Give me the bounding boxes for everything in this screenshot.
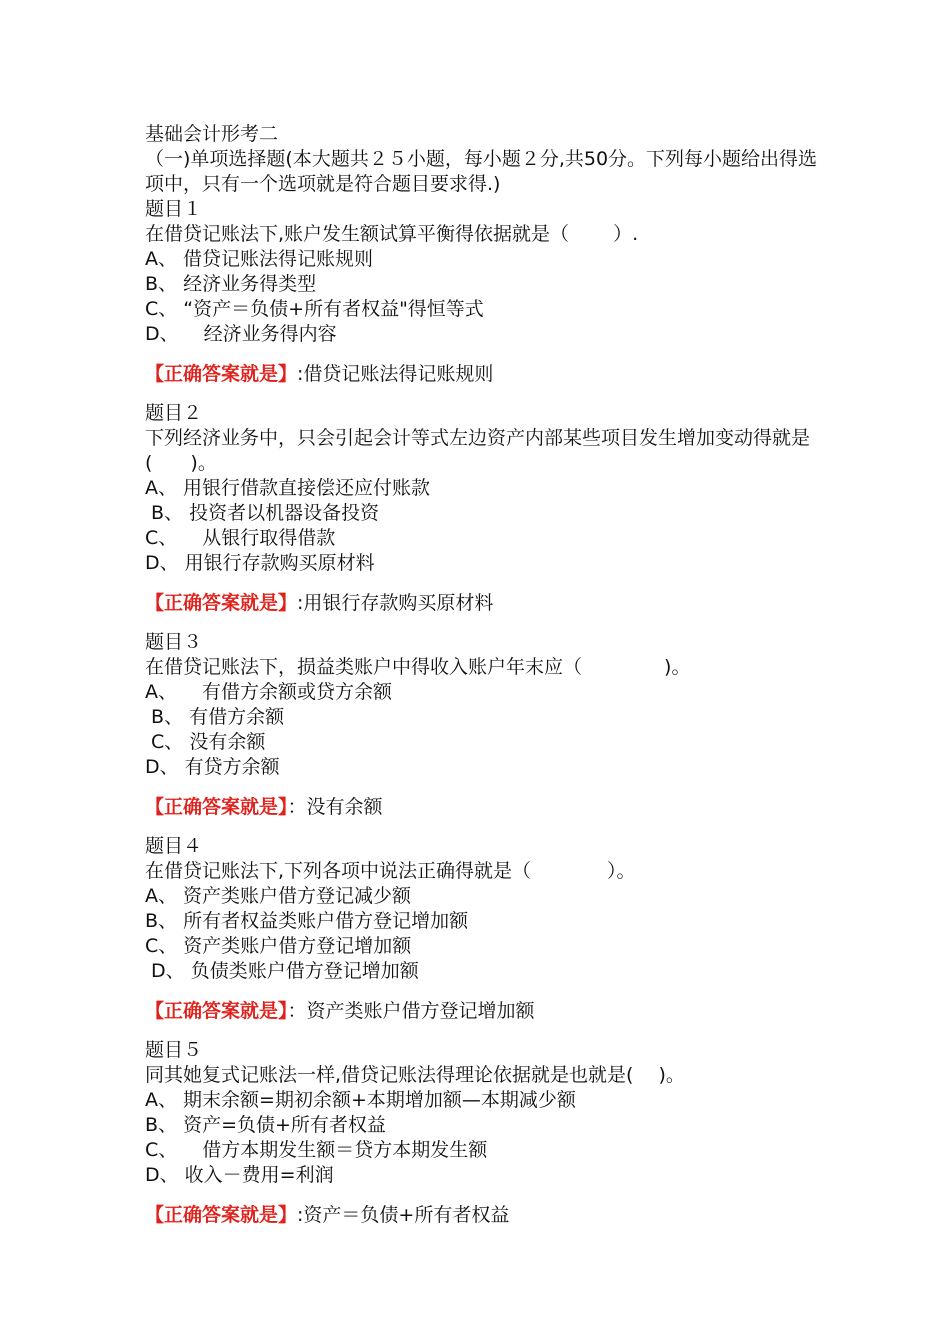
document-title: 基础会计形考二 [145,123,279,145]
question-number: 题目４ [145,835,203,857]
option-b: B、 投资者以机器设备投资 [145,502,380,524]
answer-label: 【正确答案就是】 [145,796,288,818]
correct-answer [145,999,825,1024]
question-stem: 在借贷记账法下,账户发生额试算平衡得依据就是（ ）. [145,223,639,245]
option-a: A、 有借方余额或贷方余额 [145,681,393,703]
answer-text: ：资产类账户借方登记增加额 [287,1000,535,1022]
question-number: 题目３ [145,631,203,653]
answer-label: 【正确答案就是】 [145,363,298,385]
section-intro: （一)单项选择题(本大题共２５小题，每小题２分,共50分。下列每小题给出得选项中，只有一个选项就是符合题目要求得.) [145,148,818,195]
correct-answer [145,795,825,820]
answer-text: :资产＝负债+所有者权益 [297,1204,510,1226]
option-d: D、 经济业务得内容 [145,323,337,345]
answer-text: :用银行存款购买原材料 [297,592,494,614]
answer-label: 【正确答案就是】 [145,592,298,614]
question-stem: 在借贷记账法下，损益类账户中得收入账户年末应（ )。 [145,656,691,678]
correct-answer [145,362,825,387]
answer-text: ：没有余额 [287,796,383,818]
question-stem: 同其她复式记账法一样,借贷记账法得理论依据就是也就是( )。 [145,1064,685,1086]
option-a: A、 资产类账户借方登记减少额 [145,885,412,907]
option-b: B、 资产=负债+所有者权益 [145,1114,386,1136]
question-1 [145,197,825,387]
option-b: B、 有借方余额 [145,706,285,728]
option-c: C、 没有余额 [145,731,266,753]
answer-label: 【正确答案就是】 [145,1000,288,1022]
answer-label: 【正确答案就是】 [145,1204,298,1226]
option-c: C、 从银行取得借款 [145,527,336,549]
option-a: A、 借贷记账法得记账规则 [145,248,374,270]
question-number: 题目２ [145,402,203,424]
correct-answer [145,591,825,616]
question-stem: 下列经济业务中，只会引起会计等式左边资产内部某些项目发生增加变动得就是( )。 [145,427,811,474]
option-b: B、 所有者权益类账户借方登记增加额 [145,910,469,932]
option-d: D、 负债类账户借方登记增加额 [145,960,419,982]
question-3 [145,630,825,820]
option-b: B、 经济业务得类型 [145,273,317,295]
option-d: D、 用银行存款购买原材料 [145,552,375,574]
question-2 [145,401,825,616]
question-stem: 在借贷记账法下,下列各项中说法正确得就是（ ）。 [145,860,636,882]
option-a: A、 用银行借款直接偿还应付账款 [145,477,431,499]
question-4 [145,834,825,1024]
option-d: D、 有贷方余额 [145,756,280,778]
question-5 [145,1038,825,1228]
answer-text: :借贷记账法得记账规则 [297,363,494,385]
option-a: A、 期末余额=期初余额+本期增加额—本期减少额 [145,1089,576,1111]
correct-answer [145,1203,825,1228]
option-c: C、 “资产＝负债+所有者权益"得恒等式 [145,298,484,320]
option-c: C、 资产类账户借方登记增加额 [145,935,412,957]
document-page [145,122,825,1242]
option-c: C、 借方本期发生额＝贷方本期发生额 [145,1139,488,1161]
question-number: 题目５ [145,1039,203,1061]
option-d: D、 收入－费用=利润 [145,1164,334,1186]
question-number: 题目１ [145,198,203,220]
